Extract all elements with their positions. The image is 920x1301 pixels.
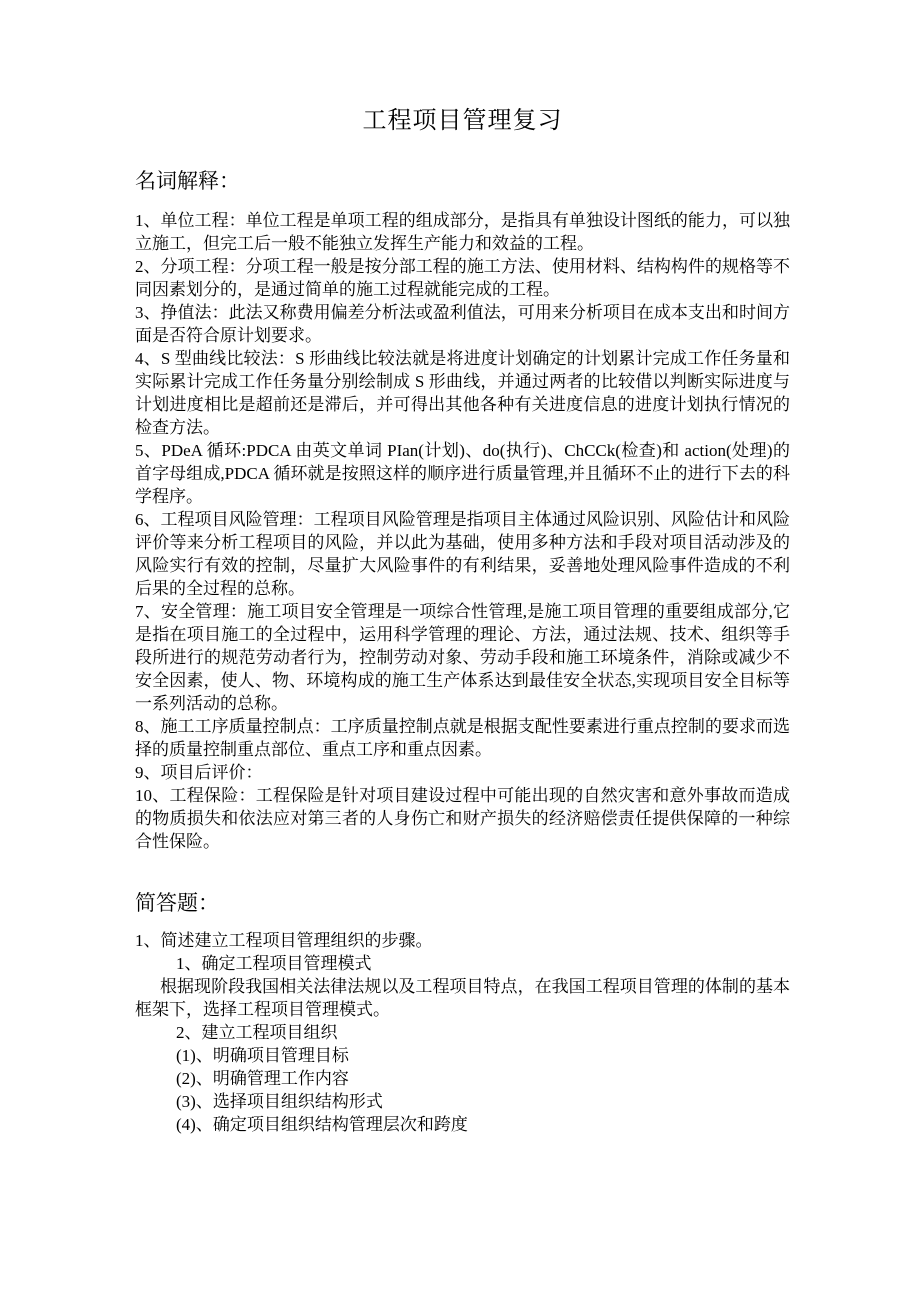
- term-item: 6、工程项目风险管理：工程项目风险管理是指项目主体通过风险识别、风险估计和风险评价等来分析工程项目的风险，并以此为基础，使用多种方法和手段对项目活动涉及的风险实行有效的控制，尽量扩大风险事件的有利结果，妥善地处理风险事件造成的不利后果的全过程的总称。: [135, 510, 790, 598]
- term-item: 2、分项工程：分项工程一般是按分部工程的施工方法、使用材料、结构构件的规格等不同因素划分的，是通过简单的施工过程就能完成的工程。: [135, 257, 790, 299]
- document-title: 工程项目管理复习: [362, 108, 563, 134]
- answer-line: (2)、明确管理工作内容: [176, 1069, 349, 1088]
- terms-section-heading: 名词解释：: [135, 169, 240, 193]
- qa-section-heading: 简答题：: [135, 891, 219, 915]
- answer-line: (3)、选择项目组织结构形式: [176, 1092, 383, 1111]
- term-item: 8、施工工序质量控制点：工序质量控制点就是根据支配性要素进行重点控制的要求而选择的质量控制重点部位、重点工序和重点因素。: [135, 717, 790, 759]
- answer-line: (4)、确定项目组织结构管理层次和跨度: [176, 1115, 468, 1134]
- term-item: 1、单位工程：单位工程是单项工程的组成部分，是指具有单独设计图纸的能力，可以独立施工，但完工后一般不能独立发挥生产能力和效益的工程。: [135, 211, 790, 253]
- term-item: 5、PDeA 循环:PDCA 由英文单词 PIan(计划)、do(执行)、ChCCk(检查)和 action(处理)的首字母组成,PDCA 循环就是按照这样的顺序进行质量管理,并且循环不止的进行下去的科学程序。: [135, 441, 790, 506]
- term-item: 9、项目后评价：: [135, 763, 263, 782]
- term-item: 10、工程保险：工程保险是针对项目建设过程中可能出现的自然灾害和意外事故而造成的物质损失和依法应对第三者的人身伤亡和财产损失的经济赔偿责任提供保障的一种综合性保险。: [135, 786, 790, 851]
- qa-question: 1、简述建立工程项目管理组织的步骤。: [135, 931, 433, 950]
- term-item: 4、S 型曲线比较法：S 形曲线比较法就是将进度计划确定的计划累计完成工作任务量和实际累计完成工作任务量分别绘制成 S 形曲线，并通过两者的比较借以判断实际进度与计划进度相比是超前还是滞后，并可得出其他各种有关进度信息的进度计划执行情况的检查方法。: [135, 349, 790, 437]
- answer-line: 1、确定工程项目管理模式: [176, 954, 372, 973]
- answer-line: 根据现阶段我国相关法律法规以及工程项目特点，在我国工程项目管理的体制的基本框架下，选择工程项目管理模式。: [135, 977, 790, 1019]
- answer-line: (1)、明确项目管理目标: [176, 1046, 349, 1065]
- answer-line: 2、建立工程项目组织: [176, 1023, 338, 1042]
- term-item: 7、安全管理：施工项目安全管理是一项综合性管理,是施工项目管理的重要组成部分,它是指在项目施工的全过程中，运用科学管理的理论、方法，通过法规、技术、组织等手段所进行的规范劳动者行为，控制劳动对象、劳动手段和施工环境条件，消除或减少不安全因素，使人、物、环境构成的施工生产体系达到最佳安全状态,实现项目安全目标等一系列活动的总称。: [135, 602, 790, 713]
- term-item: 3、挣值法：此法又称费用偏差分析法或盈利值法，可用来分析项目在成本支出和时间方面是否符合原计划要求。: [135, 303, 790, 345]
